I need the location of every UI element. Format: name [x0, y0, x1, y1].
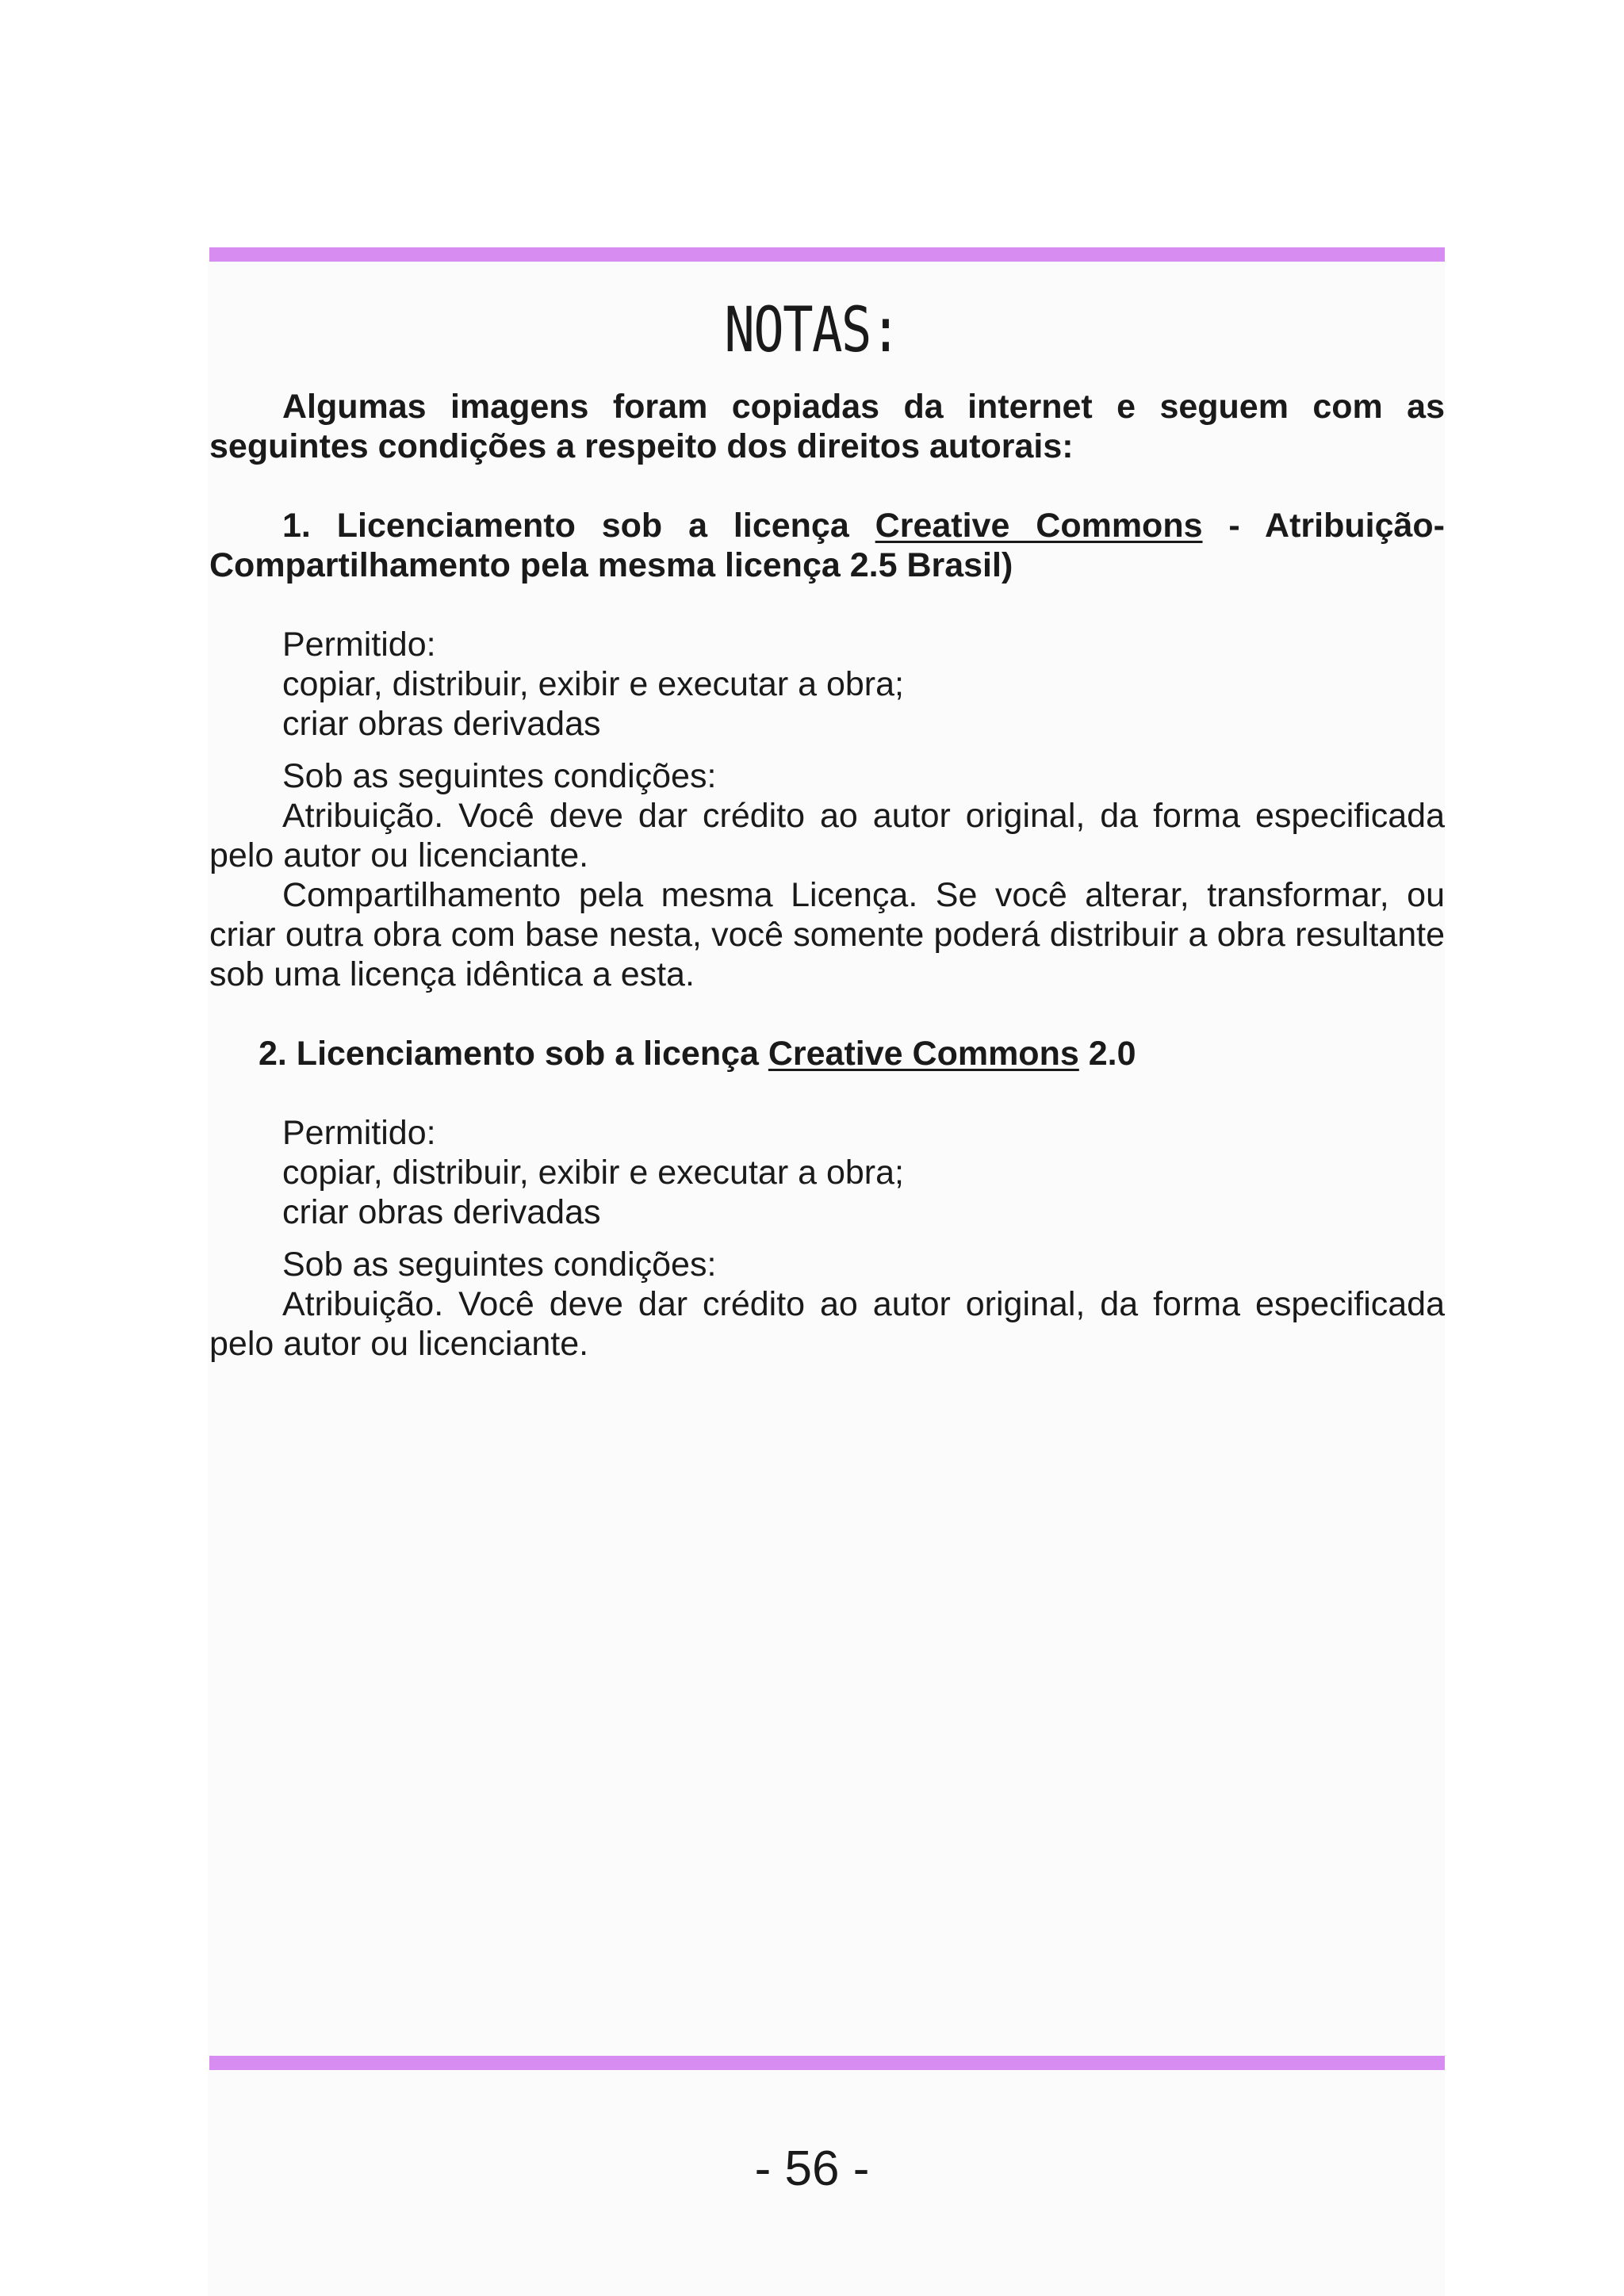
license-1-link[interactable]: Creative Commons [875, 507, 1203, 545]
license-1-prefix: 1. Licenciamento sob a licença [282, 507, 875, 545]
license-1-condition: Atribuição. Você deve dar crédito ao autor original, da forma especificada pelo autor ou licenciante. [209, 797, 1445, 874]
page-number: - 56 - [754, 2141, 870, 2196]
license-2-suffix: 2.0 [1078, 1035, 1136, 1073]
license-2-permitted-item: criar obras derivadas [282, 1193, 601, 1231]
license-1-permitted-item: criar obras derivadas [282, 705, 601, 743]
license-2-conditions-label: Sob as seguintes condições: [282, 1246, 717, 1284]
license-1-condition: Compartilhamento pela mesma Licença. Se você alterar, transformar, ou criar outra obra com base nesta, você somente poderá distribuir a obra resultante sob uma licença idêntica a esta. [209, 876, 1445, 993]
license-2-permitted-label: Permitido: [282, 1114, 436, 1152]
intro-paragraph: Algumas imagens foram copiadas da internet e seguem com as seguintes condições a respeito dos direitos autorais: [209, 388, 1445, 465]
license-1-heading [209, 506, 1445, 585]
license-1-conditions-label: Sob as seguintes condições: [282, 757, 717, 795]
license-2-link[interactable]: Creative Commons [768, 1035, 1079, 1073]
license-1-permitted-label: Permitido: [282, 626, 436, 664]
license-1-permitted-item: copiar, distribuir, exibir e executar a obra; [282, 665, 904, 703]
license-2-prefix: 2. Licenciamento sob a licença [259, 1035, 768, 1073]
license-2-heading [209, 1034, 1445, 1073]
license-2-condition: Atribuição. Você deve dar crédito ao autor original, da forma especificada pelo autor ou licenciante. [209, 1285, 1445, 1363]
notes-body [209, 387, 1445, 1364]
top-divider [209, 247, 1445, 262]
bottom-divider [209, 2056, 1445, 2070]
license-1-suffix: - Atribuição-Compartilhamento pela mesma licença 2.5 Brasil) [209, 507, 1445, 584]
license-2-permitted-item: copiar, distribuir, exibir e executar a obra; [282, 1154, 904, 1192]
page-title: NOTAS: [724, 295, 900, 366]
